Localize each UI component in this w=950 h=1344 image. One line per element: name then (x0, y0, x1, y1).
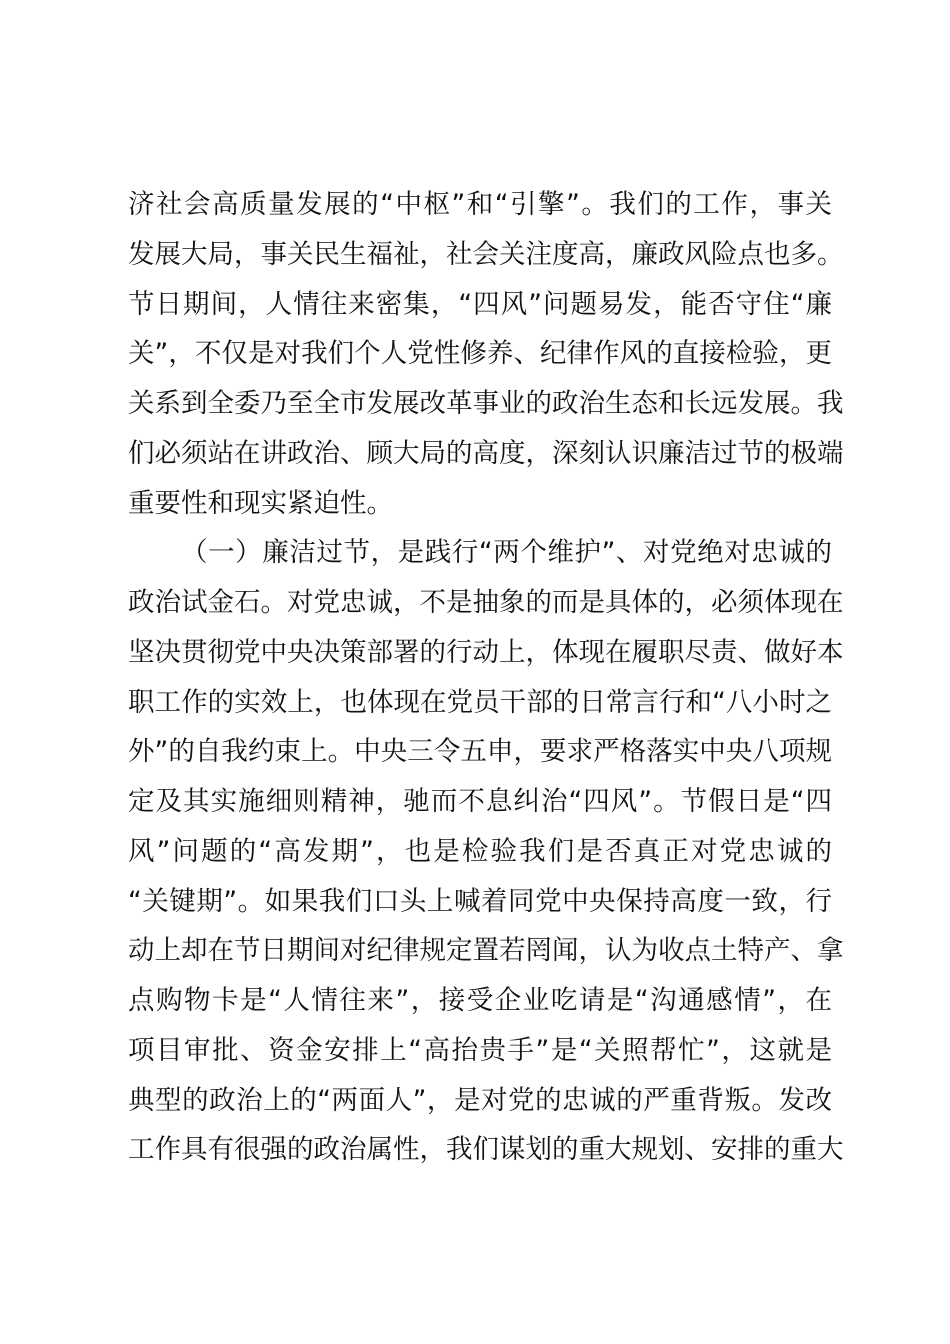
section-heading-line: （一）廉洁过节，是践行“两个维护”、对党绝对忠诚的 (181, 537, 832, 569)
text-line: 济社会高质量发展的“中枢”和“引擎”。我们的工作，事关 (128, 189, 832, 220)
text-line: 风”问题的“高发期”，也是检验我们是否真正对党忠诚的 (128, 835, 832, 867)
text-line: 关系到全委乃至全市发展改革事业的政治生态和长远发展。我 (128, 388, 844, 419)
text-line: 重要性和现实紧迫性。 (128, 487, 393, 519)
text-line: 点购物卡是“人情往来”，接受企业吃请是“沟通感情”，在 (128, 985, 832, 1016)
text-line: 们必须站在讲政治、顾大局的高度，深刻认识廉洁过节的极端 (128, 437, 844, 469)
text-line: 项目审批、资金安排上“高抬贵手”是“关照帮忙”，这就是 (128, 1034, 832, 1066)
text-line: 外”的自我约束上。中央三令五申，要求严格落实中央八项规 (128, 736, 832, 768)
text-line: 关”，不仅是对我们个人党性修养、纪律作风的直接检验，更 (128, 338, 832, 370)
text-line: 典型的政治上的“两面人”，是对党的忠诚的严重背叛。发改 (128, 1084, 832, 1116)
text-line: 节日期间，人情往来密集，“四风”问题易发，能否守住“廉 (128, 288, 832, 320)
text-line: 发展大局，事关民生福祉，社会关注度高，廉政风险点也多。 (128, 238, 844, 270)
text-line: 坚决贯彻党中央决策部署的行动上，体现在履职尽责、做好本 (128, 636, 844, 668)
text-line: 职工作的实效上，也体现在党员干部的日常言行和“八小时之 (128, 686, 832, 718)
text-line: 工作具有很强的政治属性，我们谋划的重大规划、安排的重大 (128, 1134, 844, 1166)
paragraph-1 (128, 180, 844, 528)
document-page (128, 180, 844, 1175)
text-line: 政治试金石。对党忠诚，不是抽象的而是具体的，必须体现在 (128, 587, 844, 618)
text-line: 定及其实施细则精神，驰而不息纠治“四风”。节假日是“四 (128, 786, 832, 817)
text-line: 动上却在节日期间对纪律规定置若罔闻，认为收点土特产、拿 (128, 935, 844, 967)
paragraph-2 (128, 528, 844, 1175)
text-line: “关键期”。如果我们口头上喊着同党中央保持高度一致，行 (128, 885, 832, 917)
